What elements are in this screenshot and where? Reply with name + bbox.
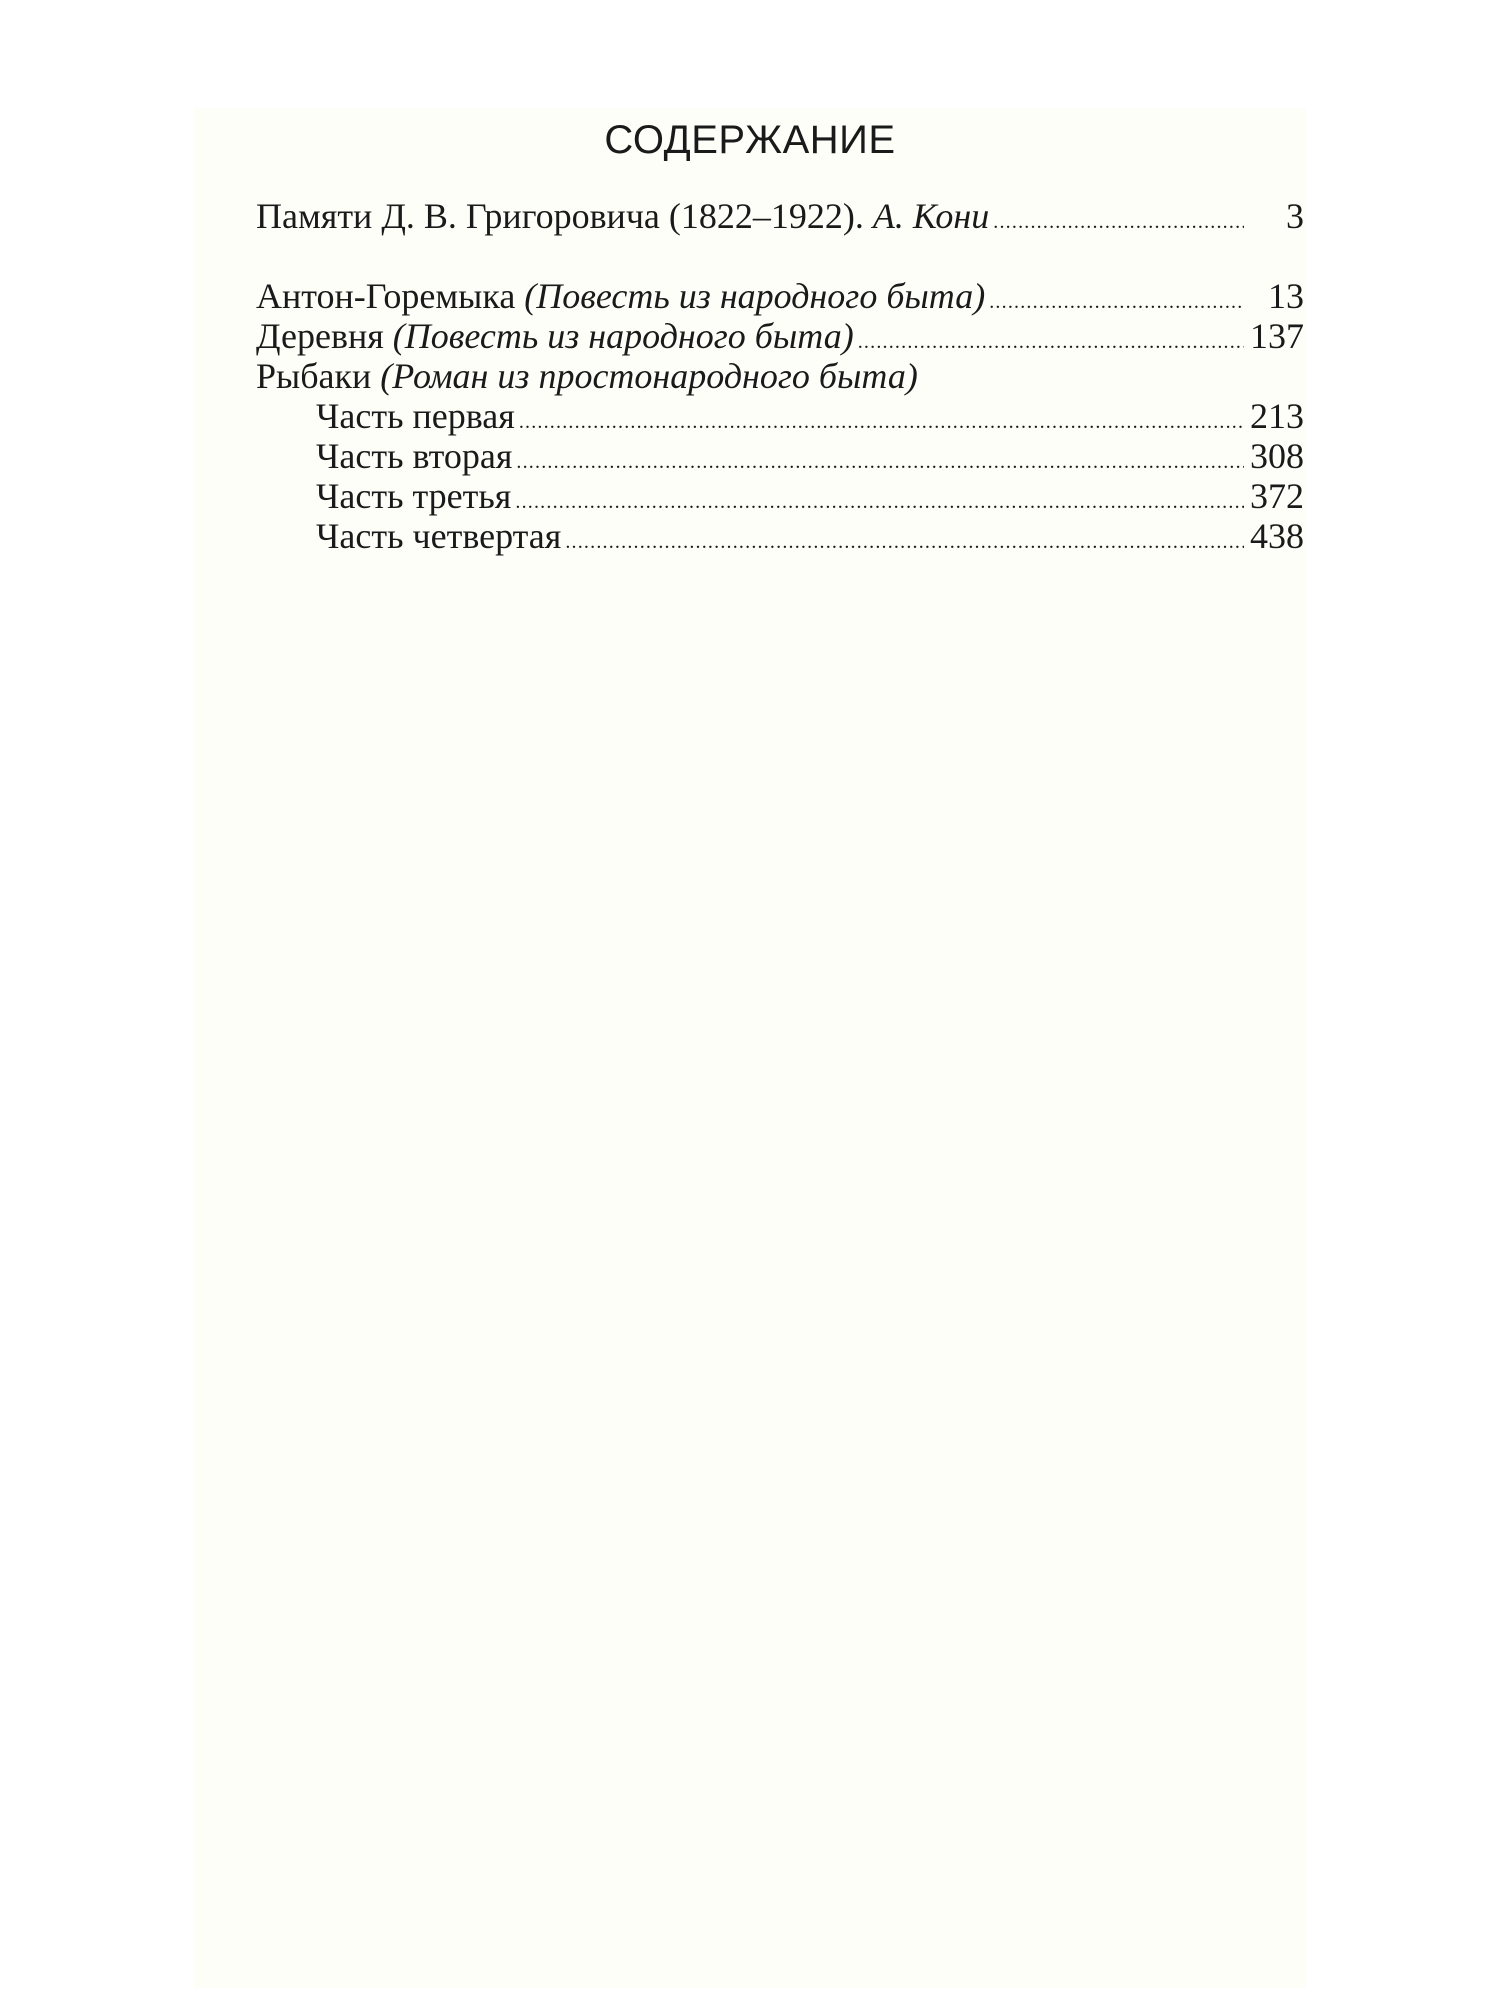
toc-entry-koni[interactable] bbox=[256, 196, 1304, 242]
toc-entry-title: Часть четвертая bbox=[316, 516, 562, 556]
toc-entry-title: Часть вторая bbox=[316, 436, 513, 476]
toc-page-number: 308 bbox=[1250, 436, 1304, 476]
toc-page-number: 213 bbox=[1250, 396, 1304, 436]
toc-page-number: 372 bbox=[1250, 476, 1304, 516]
toc-page-number: 13 bbox=[1268, 276, 1304, 316]
toc-entry-title: Антон-Горемыка (Повесть из народного быта) bbox=[256, 276, 986, 316]
toc-entry-title: Деревня (Повесть из народного быта) bbox=[256, 316, 854, 356]
toc-page-number: 438 bbox=[1250, 516, 1304, 556]
toc-page-number: 137 bbox=[1250, 316, 1304, 356]
book-page bbox=[194, 108, 1306, 1988]
toc-entry-title: Рыбаки (Роман из простонародного быта) bbox=[256, 356, 918, 396]
dot-leader bbox=[565, 522, 1244, 562]
toc-entry-title: Часть третья bbox=[316, 476, 512, 516]
toc-page-number: 3 bbox=[1286, 196, 1304, 236]
contents-heading: СОДЕРЖАНИЕ bbox=[604, 118, 896, 162]
dot-leader bbox=[993, 202, 1244, 242]
toc-entry-title: Часть первая bbox=[316, 396, 515, 436]
toc-entry-title: Памяти Д. В. Григоровича (1822–1922). А. Кони bbox=[256, 196, 990, 236]
toc-entry-rybaki[interactable] bbox=[256, 356, 1304, 396]
toc-entry-part-four[interactable] bbox=[316, 516, 1304, 562]
